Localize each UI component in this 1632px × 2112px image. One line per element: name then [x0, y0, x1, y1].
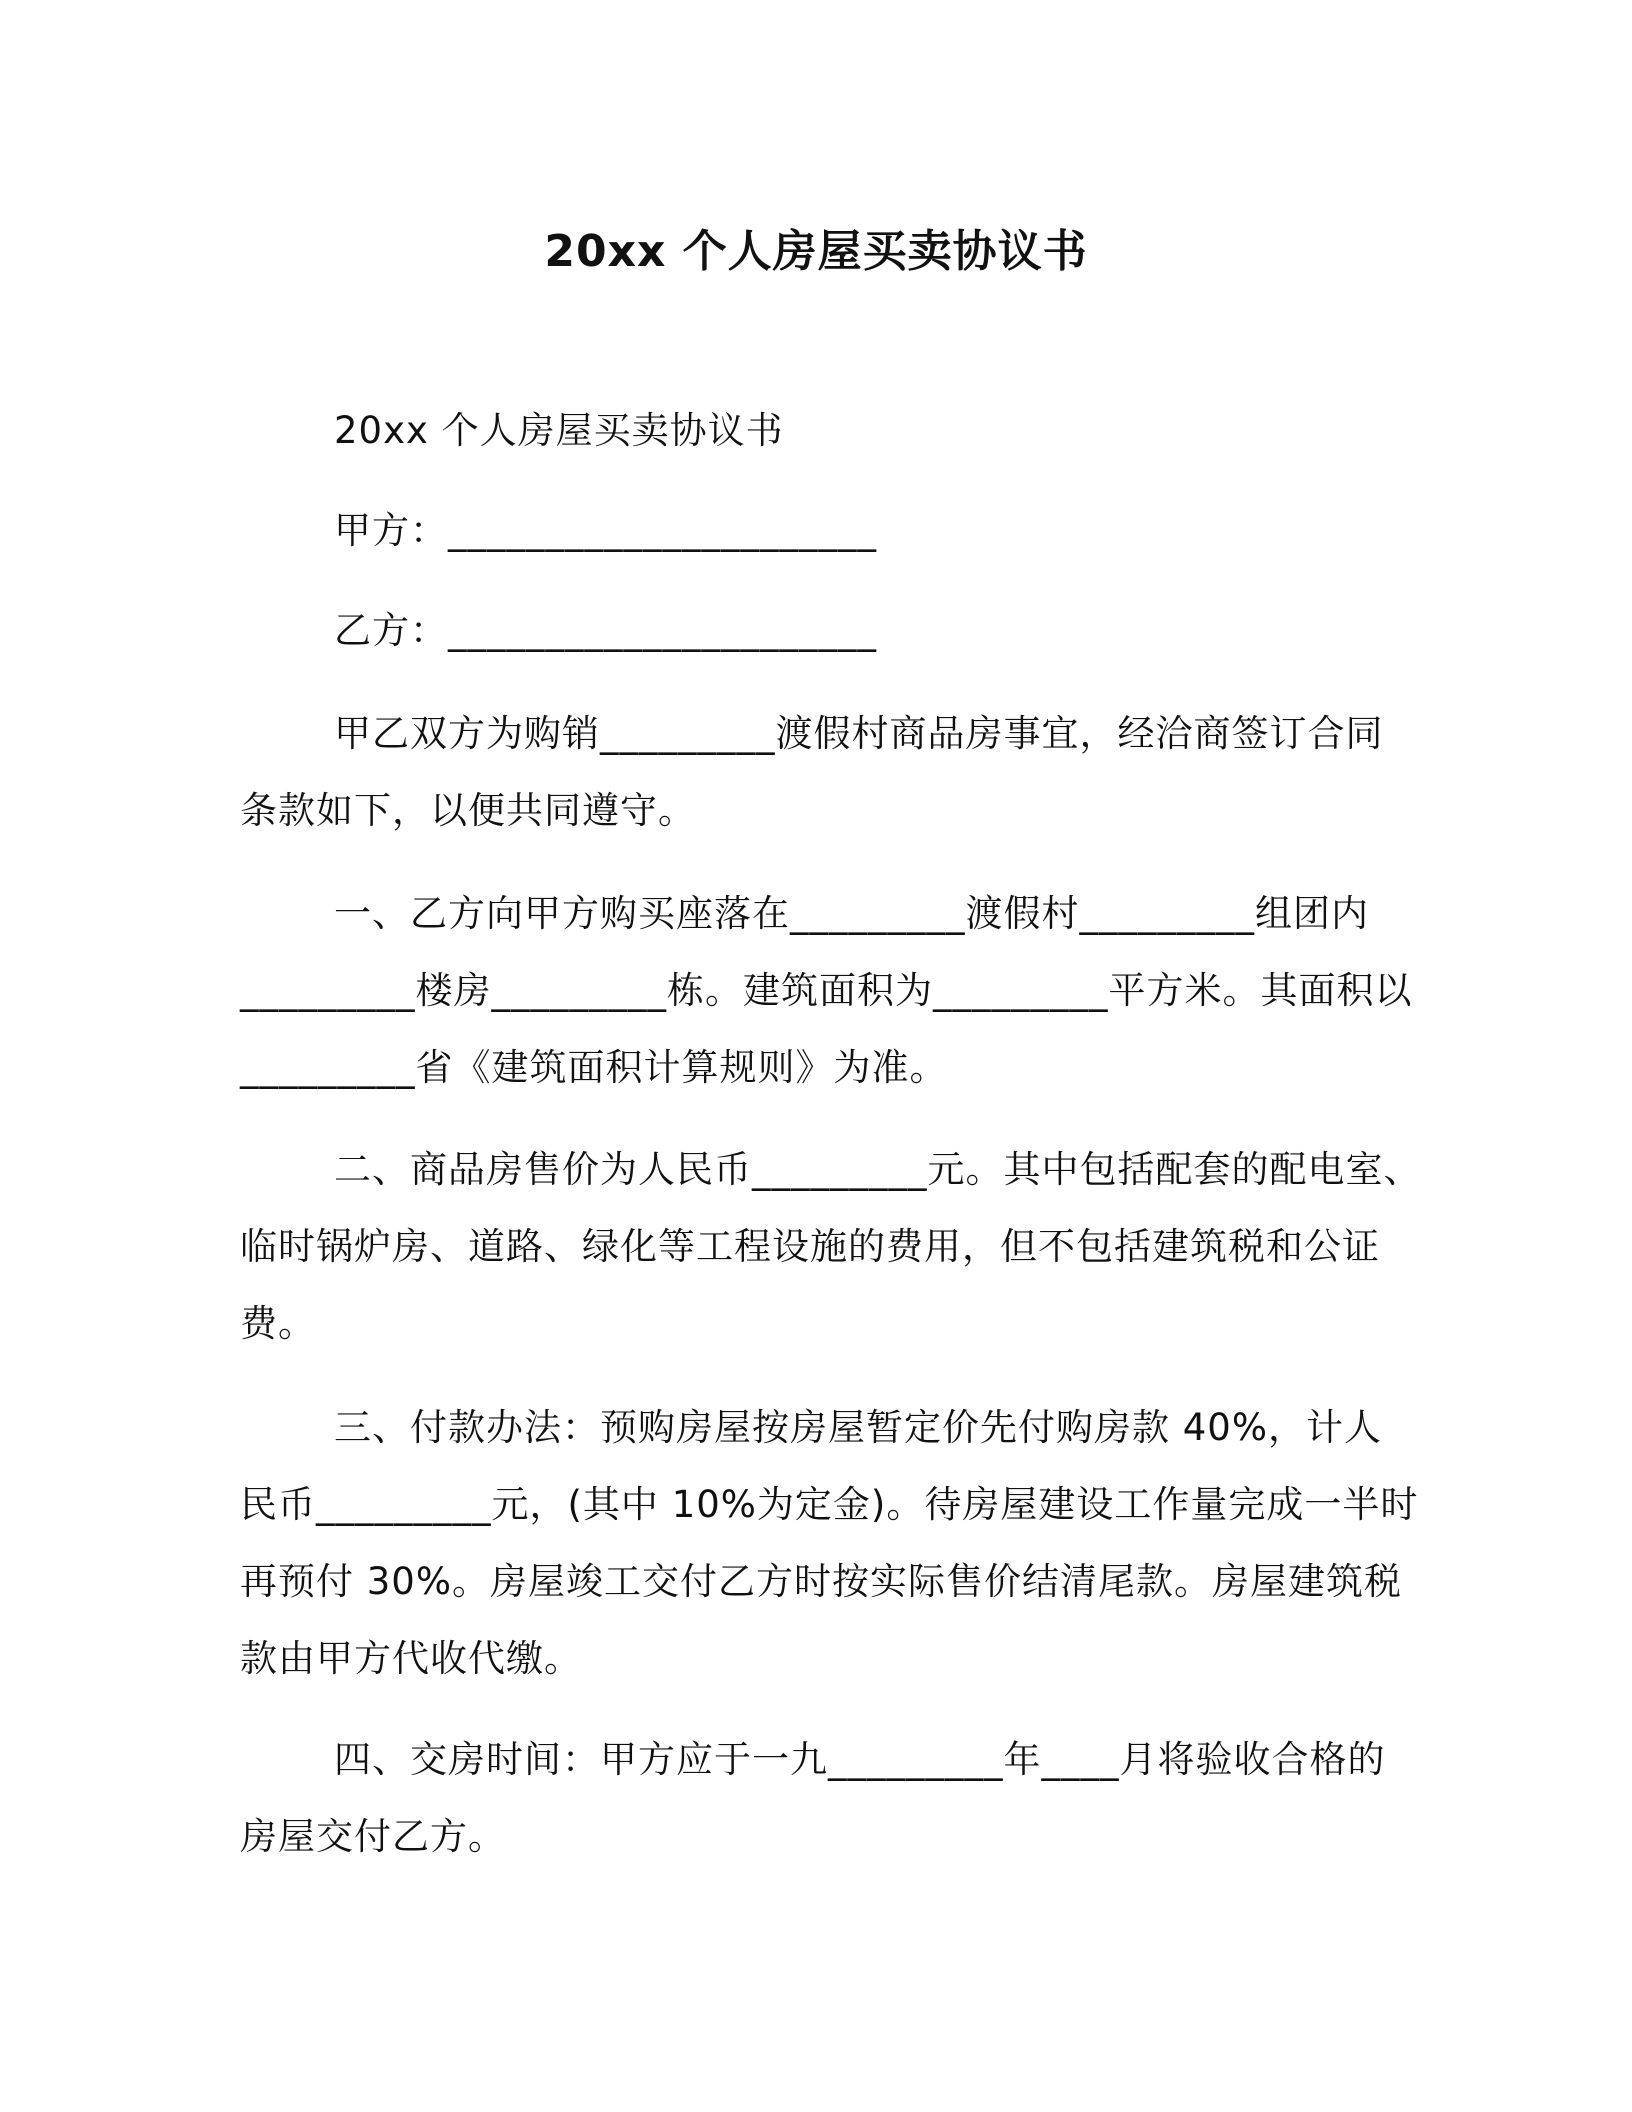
clause-3-line-3: 再预付 30%。房屋竣工交付乙方时按实际售价结清尾款。房屋建筑税 — [240, 1560, 1402, 1603]
intro-line-2: 条款如下，以便共同遵守。 — [240, 789, 696, 832]
document-subtitle — [334, 392, 1484, 469]
party-b-line — [334, 592, 1484, 669]
clause-3-line-1: 三、付款办法：预购房屋按房屋暂定价先付购房款 40%，计人 — [334, 1406, 1382, 1449]
party-a-line — [334, 492, 1484, 569]
clause-1-line-1: 一、乙方向甲方购买座落在_________渡假村_________组团内 — [334, 892, 1369, 935]
party-a-text: 甲方：______________________ — [334, 509, 877, 552]
clause-2-line-1: 二、商品房售价为人民币_________元。其中包括配套的配电室、 — [334, 1148, 1422, 1191]
clause-1-paragraph — [240, 875, 1413, 1106]
intro-paragraph — [240, 695, 1390, 849]
intro-line-1: 甲乙双方为购销_________渡假村商品房事宜，经洽商签订合同 — [334, 712, 1384, 755]
party-b-text: 乙方：______________________ — [334, 609, 877, 652]
clause-2-paragraph — [240, 1131, 1422, 1362]
clause-3-line-4: 款由甲方代收代缴。 — [240, 1637, 582, 1680]
clause-4-line-2: 房屋交付乙方。 — [240, 1815, 506, 1858]
clause-4-paragraph — [240, 1721, 1390, 1875]
clause-1-line-3: _________省《建筑面积计算规则》为准。 — [240, 1046, 948, 1089]
clause-4-line-1: 四、交房时间：甲方应于一九_________年____月将验收合格的 — [334, 1738, 1386, 1781]
document-title: 20xx 个人房屋买卖协议书 — [544, 226, 1088, 277]
subtitle-line: 20xx 个人房屋买卖协议书 — [334, 409, 784, 452]
clause-3-paragraph — [240, 1389, 1419, 1697]
clause-2-line-3: 费。 — [240, 1302, 316, 1345]
clause-3-line-2: 民币_________元，(其中 10%为定金)。待房屋建设工作量完成一半时 — [240, 1483, 1419, 1526]
clause-2-line-2: 临时锅炉房、道路、绿化等工程设施的费用，但不包括建筑税和公证 — [240, 1225, 1380, 1268]
clause-1-line-2: _________楼房_________栋。建筑面积为_________平方米。其面积以 — [240, 969, 1413, 1012]
